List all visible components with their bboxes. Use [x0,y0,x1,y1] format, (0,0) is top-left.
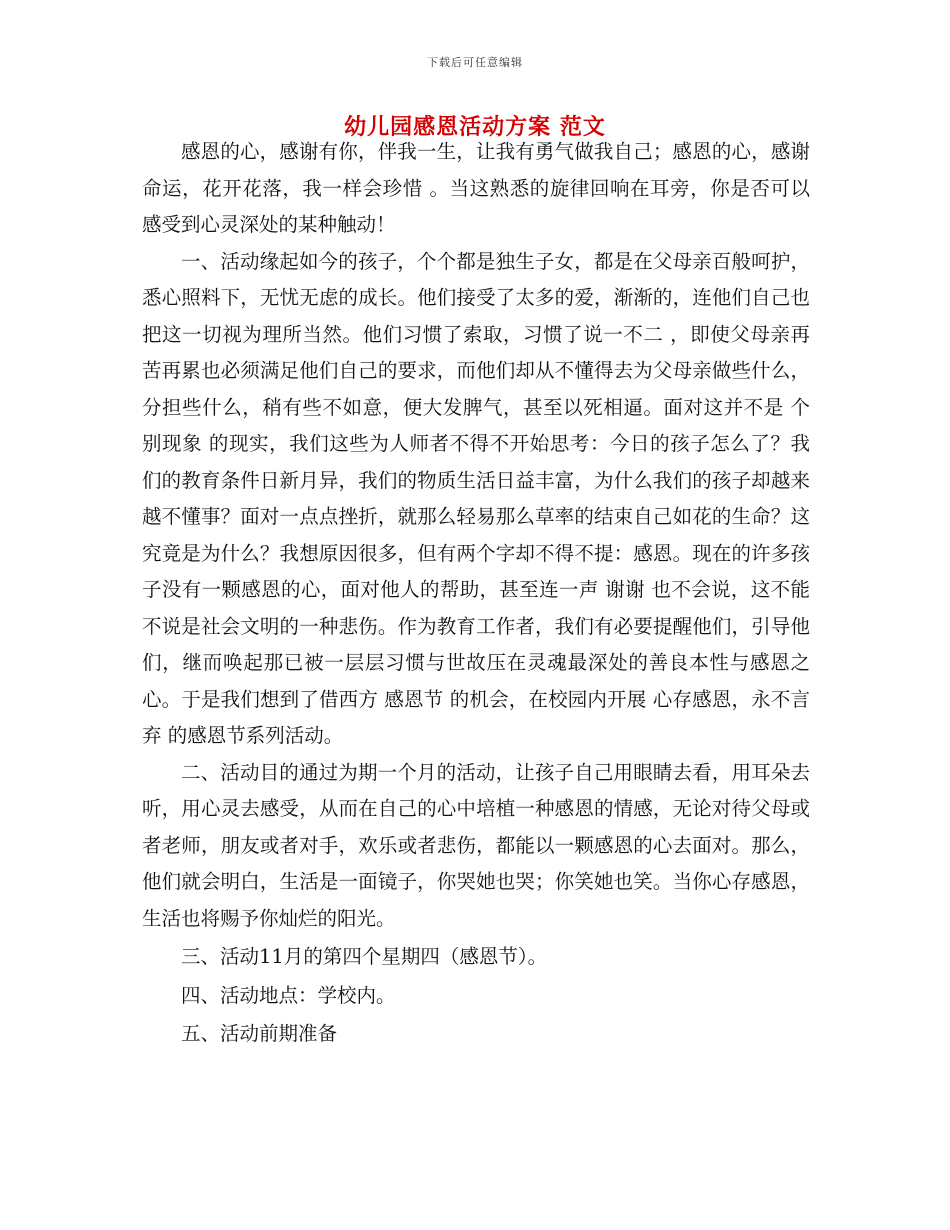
paragraph-section-1: 一、活动缘起如今的孩子，个个都是独生子女，都是在父母亲百般呵护，悉心照料下，无忧无虑的成长。他们接受了太多的爱，渐渐的，连他们自己也把这一切视为理所当然。他们习惯了索取，习惯了说一不二 ，即使父母亲再苦再累也必须满足他们自己的要求，而他们却从不懂得去为父母亲做些什么，分担些什么，稍有些不如意，便大发脾气，甚至以死相逼。面对这并不是 个别现象 的现实，我们这些为人师者不得不开始思考：今日的孩子怎么了？我们的教育条件日新月异，我们的物质生活日益丰富，为什么我们的孩子却越来越不懂事？面对一点点挫折，就那么轻易那么草率的结束自己如花的生命？这究竟是为什么？我想原因很多，但有两个字却不得不提：感恩。现在的许多孩子没有一颗感恩的心，面对他人的帮助，甚至连一声 谢谢 也不会说，这不能不说是社会文明的一种悲伤。作为教育工作者，我们有必要提醒他们，引导他们，继而唤起那已被一层层习惯与世故压在灵魂最深处的善良本性与感恩之心。于是我们想到了借西方 感恩节 的机会，在校园内开展 心存感恩，永不言弃 的感恩节系列活动。 [142,249,810,747]
paragraph-section-5: 五、活动前期准备 [181,1022,338,1045]
paragraph-section-4: 四、活动地点：学校内。 [181,983,396,1007]
paragraph-section-3: 三、活动11月的第四个星期四（感恩节）。 [181,945,548,968]
paragraph-intro: 感恩的心，感谢有你，伴我一生，让我有勇气做我自己；感恩的心，感谢命运，花开花落，我一样会珍惜 。当这熟悉的旋律回响在耳旁，你是否可以感受到心灵深处的某种触动！ [142,140,810,236]
document-body [142,134,810,1053]
header-note: 下载后可任意编辑 [427,56,523,69]
paragraph-section-2: 二、活动目的通过为期一个月的活动，让孩子自己用眼睛去看，用耳朵去听，用心灵去感受，从而在自己的心中培植一种感恩的情感，无论对待父母或者老师，朋友或者对手，欢乐或者悲伤，都能以一颗感恩的心去面对。那么，他们就会明白，生活是一面镜子，你哭她也哭；你笑她也笑。当你心存感恩，生活也将赐予你灿烂的阳光。 [142,760,810,930]
document-title: 幼儿园感恩活动方案 范文 [344,114,606,140]
